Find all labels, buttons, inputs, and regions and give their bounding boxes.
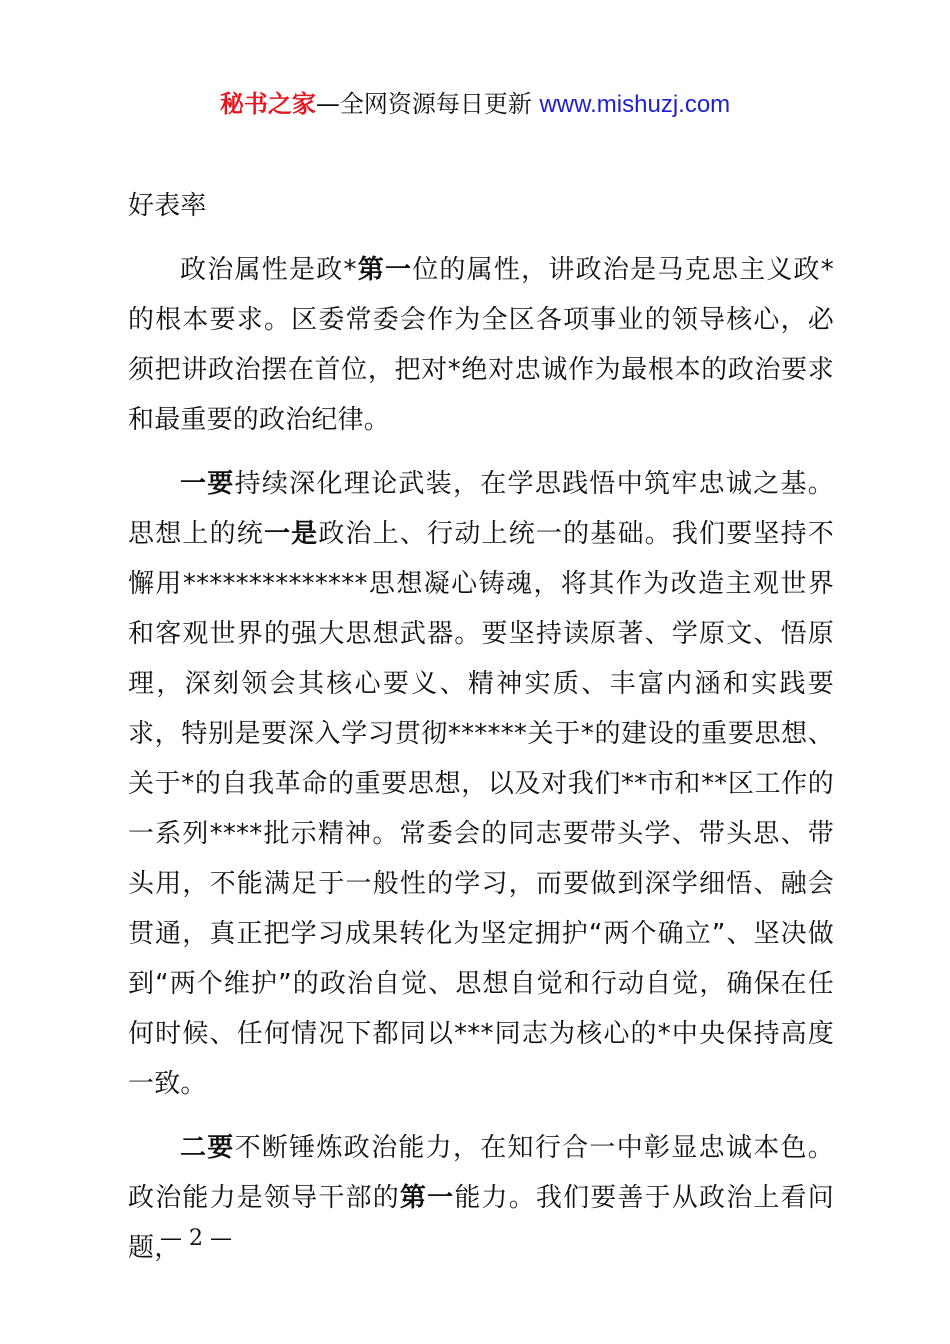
site-header xyxy=(0,86,950,123)
text-run: 能力。我们要善于从政治上看问题， xyxy=(128,1183,834,1263)
header-url[interactable]: www.mishuzj.com xyxy=(539,91,731,118)
document-body xyxy=(128,181,834,1287)
text-run: 不断锤炼政治能力，在知行合一中彰显忠诚本色。政治能力是领导干部的 xyxy=(128,1133,834,1213)
emphasis-run: 二要 xyxy=(180,1133,235,1163)
paragraph-point-two xyxy=(128,1123,834,1273)
text-run: 好表率 xyxy=(128,191,207,221)
header-slogan: —全网资源每日更新 xyxy=(315,90,540,118)
paragraph-continuation xyxy=(128,181,834,231)
paragraph-point-one xyxy=(128,459,834,1109)
emphasis-run: 第一 xyxy=(356,255,413,285)
emphasis-run: 第一 xyxy=(399,1183,455,1213)
text-run: 政治上、行动上统一的基础。我们要坚持不懈用**************思想凝心铸魂，将其作为改造主观世界和客观世界的强大思想武器。要坚持读原著、学原文、悟原理，深刻领会其核心要义、精神实质、丰富内涵和实践要求，特别是要深入学习贯彻******关于*的建设的重要思想、关于*的自我革命的重要思想，以及对我们**市和**区工作的一系列****批示精神。常委会的同志要带头学、带头思、带头用，不能满足于一般性的学习，而要做到深学细悟、融会贯通，真正把学习成果转化为坚定拥护“两个确立”、坚决做到“两个维护”的政治自觉、思想自觉和行动自觉，确保在任何时候、任何情况下都同以***同志为核心的*中央保持高度一致。 xyxy=(128,519,834,1099)
page-number: — 2 — xyxy=(160,1226,232,1251)
text-run: 位的属性，讲政治是马克思主义政*的根本要求。区委常委会作为全区各项事业的领导核心，必须把讲政治摆在首位，把对*绝对忠诚作为最根本的政治要求和最重要的政治纪律。 xyxy=(128,255,835,435)
text-run: 政治属性是政* xyxy=(180,255,357,285)
text-run: 持续深化理论武装，在学思践悟中筑牢忠诚之基。思想上的统 xyxy=(128,469,834,549)
paragraph-intro xyxy=(128,245,834,445)
emphasis-run: 一是 xyxy=(263,519,319,549)
header-brand: 秘书之家 xyxy=(219,90,316,118)
emphasis-run: 一要 xyxy=(180,469,235,499)
